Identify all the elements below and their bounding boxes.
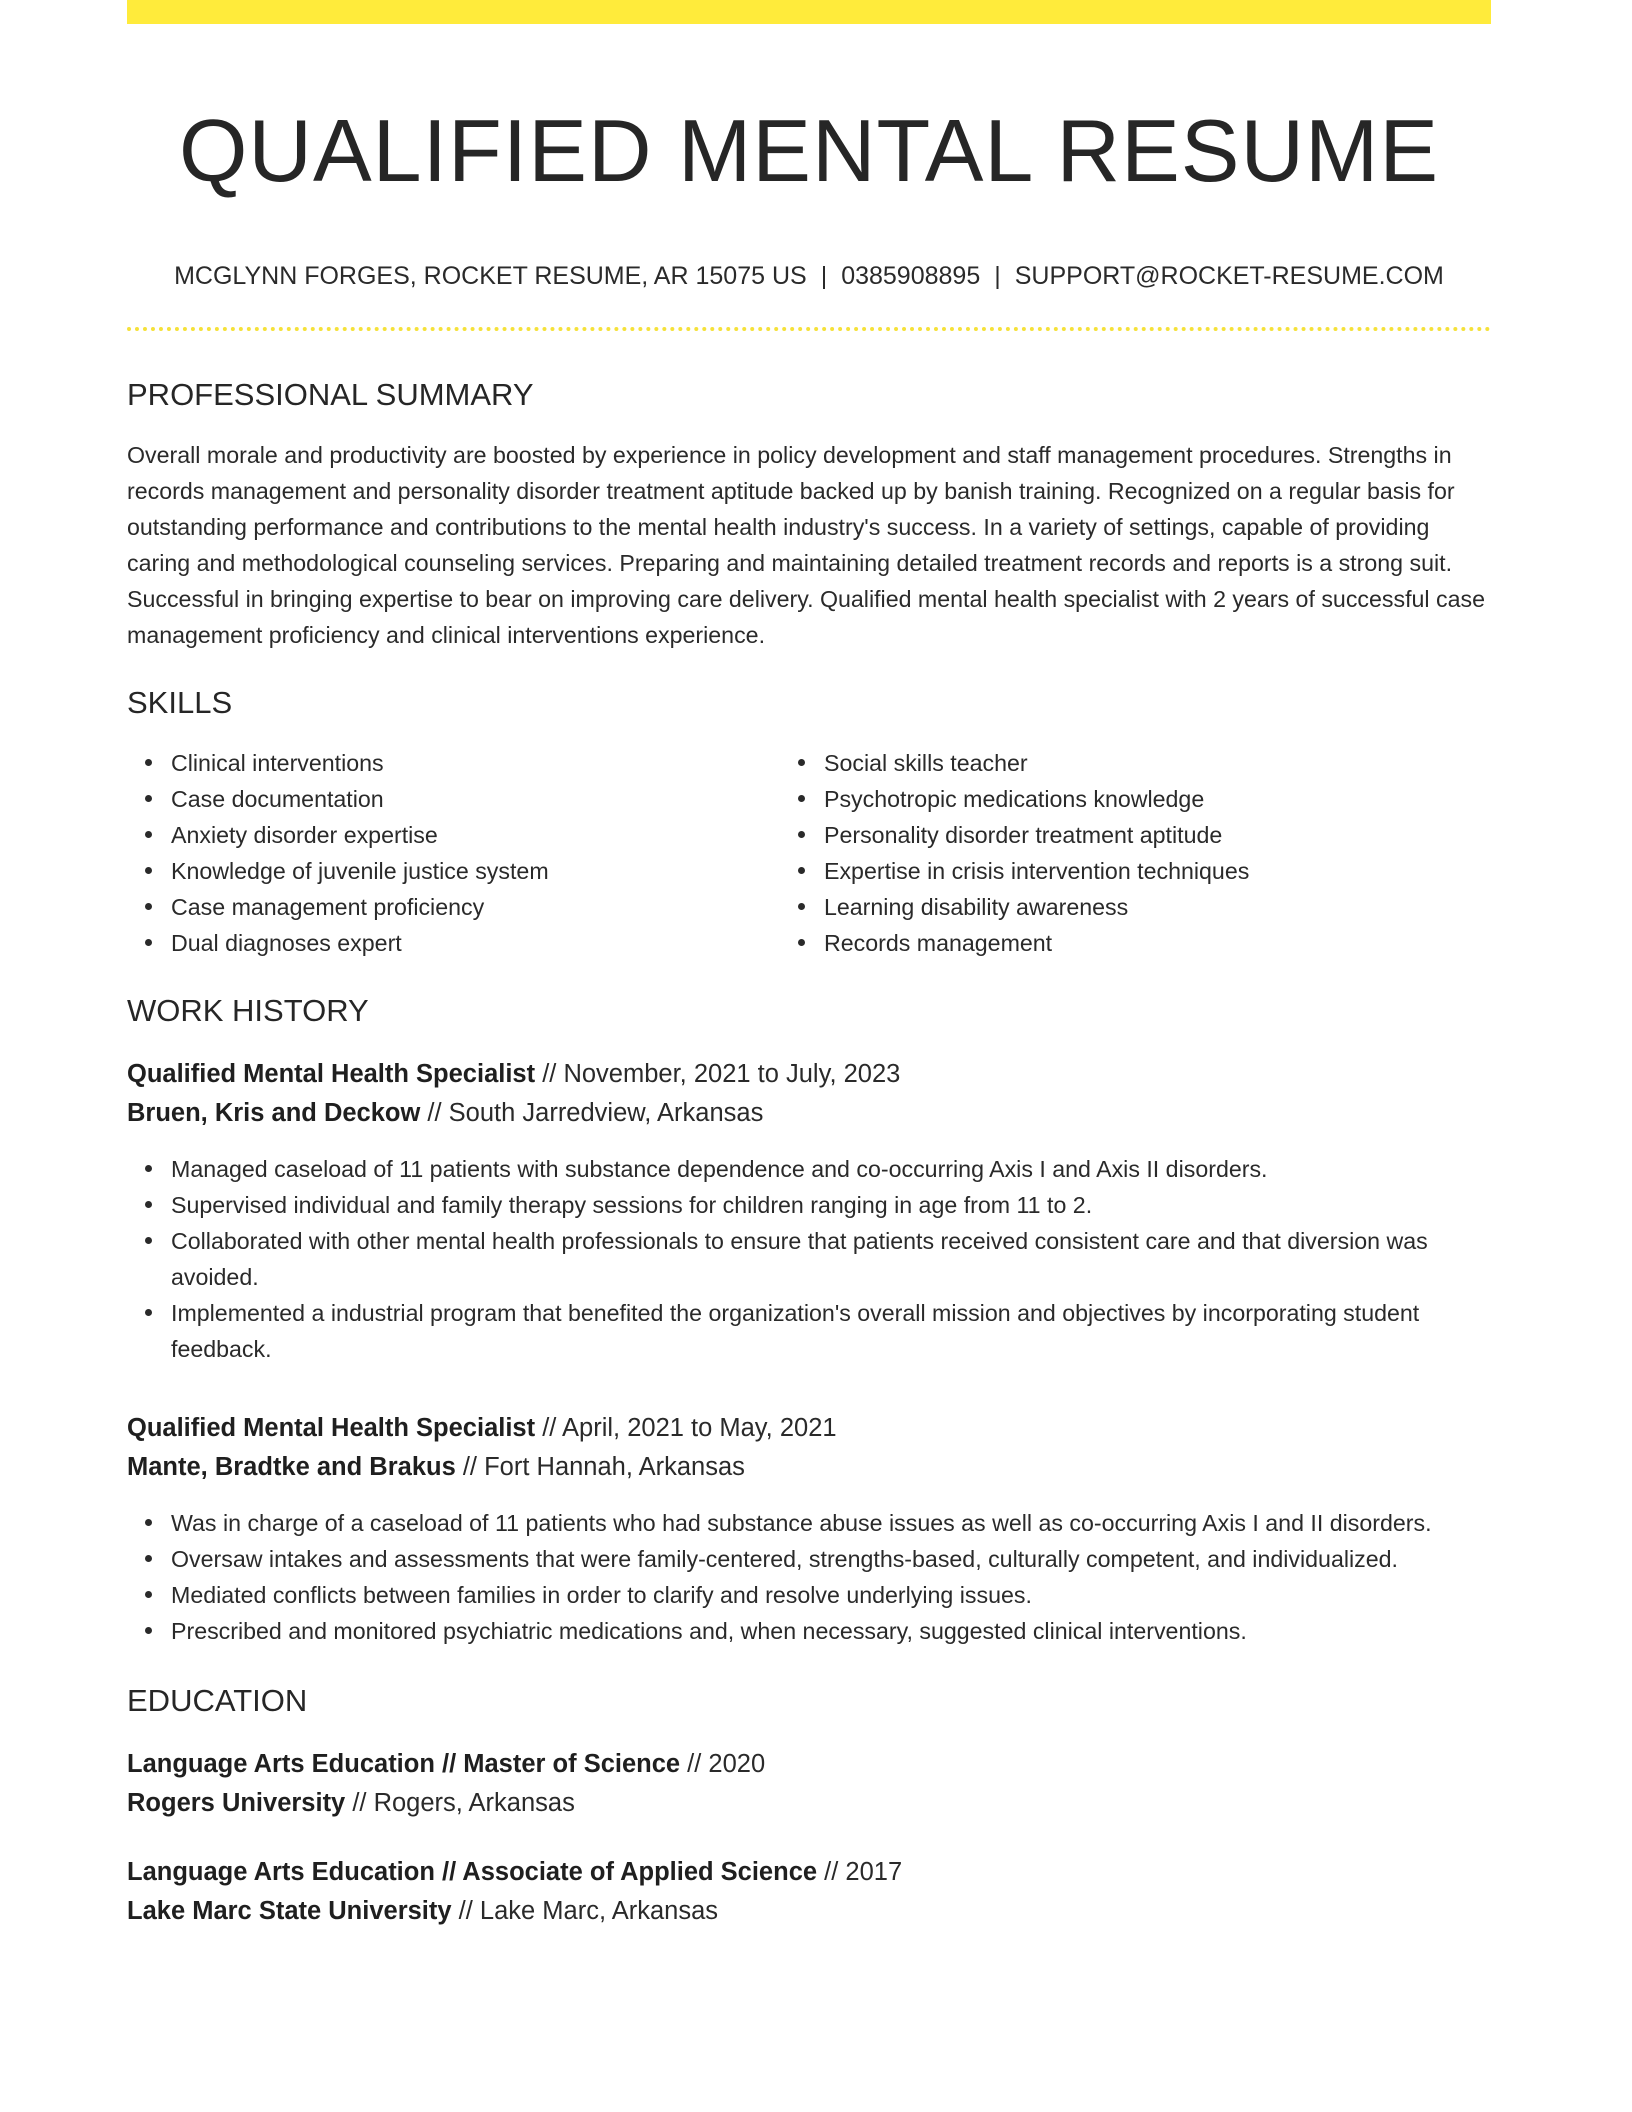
skills-columns xyxy=(127,745,1491,961)
job-bullet: Collaborated with other mental health professionals to ensure that patients received consistent care and that diversion was avoided. xyxy=(171,1223,1491,1295)
education-location: // Rogers, Arkansas xyxy=(345,1789,575,1817)
work-history-heading: WORK HISTORY xyxy=(127,993,369,1028)
job-company: Mante, Bradtke and Brakus xyxy=(127,1453,456,1481)
contact-phone: 0385908895 xyxy=(841,262,981,290)
skills-heading: SKILLS xyxy=(127,685,233,720)
skills-list-left xyxy=(127,745,780,961)
summary-text: Overall morale and productivity are boosted by experience in policy development and staff management procedures. Strengths in records management and personality disorder treatment aptitude backed up by banish training. Recognized on a regular basis for outstanding performance and contributions to the mental health industry's success. In a variety of settings, capable of providing caring and methodological counseling services. Preparing and maintaining detailed treatment records and reports is a strong suit. Successful in bringing expertise to bear on improving care delivery. Qualified mental health specialist with 2 years of successful case management proficiency and clinical interventions experience. xyxy=(127,442,1485,648)
skill-item: Records management xyxy=(824,925,1491,961)
job-position: Qualified Mental Health Specialist xyxy=(127,1414,536,1442)
education-school-line xyxy=(127,1892,1491,1931)
job-bullets xyxy=(127,1505,1491,1649)
skills-list-right xyxy=(780,745,1491,961)
contact-address: MCGLYNN FORGES, ROCKET RESUME, AR 15075 US xyxy=(174,262,807,290)
resume-content xyxy=(127,0,1491,1931)
education-entry xyxy=(127,1745,1491,1823)
education-year: // 2017 xyxy=(817,1858,903,1886)
education-degree: Language Arts Education // Master of Science xyxy=(127,1750,681,1778)
job-location: // Fort Hannah, Arkansas xyxy=(455,1453,745,1481)
education-degree-line xyxy=(127,1745,1491,1784)
education-school-line xyxy=(127,1784,1491,1823)
job-bullet: Mediated conflicts between families in order to clarify and resolve underlying issues. xyxy=(171,1577,1491,1613)
skill-item: Social skills teacher xyxy=(824,745,1491,781)
job-bullets xyxy=(127,1151,1491,1367)
skill-item: Psychotropic medications knowledge xyxy=(824,781,1491,817)
skill-item: Case documentation xyxy=(171,781,780,817)
education-year: // 2020 xyxy=(680,1750,766,1778)
job-bullet: Oversaw intakes and assessments that were family-centered, strengths-based, culturally competent, and individualized. xyxy=(171,1541,1491,1577)
contact-separator: | xyxy=(820,262,828,290)
skill-item: Personality disorder treatment aptitude xyxy=(824,817,1491,853)
job-bullet: Supervised individual and family therapy sessions for children ranging in age from 11 to 2. xyxy=(171,1187,1491,1223)
job-company: Bruen, Kris and Deckow xyxy=(127,1099,421,1127)
dotted-divider xyxy=(127,327,1491,331)
education-school: Lake Marc State University xyxy=(127,1897,452,1925)
education-school: Rogers University xyxy=(127,1789,346,1817)
skill-item: Expertise in crisis intervention techniques xyxy=(824,853,1491,889)
job-bullet: Managed caseload of 11 patients with substance dependence and co-occurring Axis I and Axis II disorders. xyxy=(171,1151,1491,1187)
education-entry xyxy=(127,1853,1491,1931)
job-dates: // November, 2021 to July, 2023 xyxy=(535,1060,901,1088)
education-degree-line xyxy=(127,1853,1491,1892)
accent-bar xyxy=(127,0,1491,24)
skill-item: Clinical interventions xyxy=(171,745,780,781)
job-title-line xyxy=(127,1409,1491,1448)
skill-item: Anxiety disorder expertise xyxy=(171,817,780,853)
job-entry xyxy=(127,1055,1491,1367)
contact-separator: | xyxy=(994,262,1001,290)
job-entry xyxy=(127,1409,1491,1649)
resume-name: QUALIFIED MENTAL RESUME xyxy=(178,101,1440,200)
education-location: // Lake Marc, Arkansas xyxy=(451,1897,719,1925)
skill-item: Case management proficiency xyxy=(171,889,780,925)
skill-item: Dual diagnoses expert xyxy=(171,925,780,961)
job-company-line xyxy=(127,1094,1491,1133)
job-bullet: Prescribed and monitored psychiatric medications and, when necessary, suggested clinical interventions. xyxy=(171,1613,1491,1649)
job-location: // South Jarredview, Arkansas xyxy=(420,1099,764,1127)
job-dates: // April, 2021 to May, 2021 xyxy=(535,1414,837,1442)
job-position: Qualified Mental Health Specialist xyxy=(127,1060,536,1088)
job-company-line xyxy=(127,1448,1491,1487)
contact-line xyxy=(127,259,1491,293)
summary-heading: PROFESSIONAL SUMMARY xyxy=(127,377,534,412)
contact-email: SUPPORT@ROCKET-RESUME.COM xyxy=(1014,262,1444,290)
job-bullet: Implemented a industrial program that benefited the organization's overall mission and objectives by incorporating student feedback. xyxy=(171,1295,1491,1367)
education-degree: Language Arts Education // Associate of Applied Science xyxy=(127,1858,818,1886)
job-title-line xyxy=(127,1055,1491,1094)
education-heading: EDUCATION xyxy=(127,1683,308,1718)
skill-item: Learning disability awareness xyxy=(824,889,1491,925)
job-bullet: Was in charge of a caseload of 11 patients who had substance abuse issues as well as co-occurring Axis I and II disorders. xyxy=(171,1505,1491,1541)
skill-item: Knowledge of juvenile justice system xyxy=(171,853,780,889)
